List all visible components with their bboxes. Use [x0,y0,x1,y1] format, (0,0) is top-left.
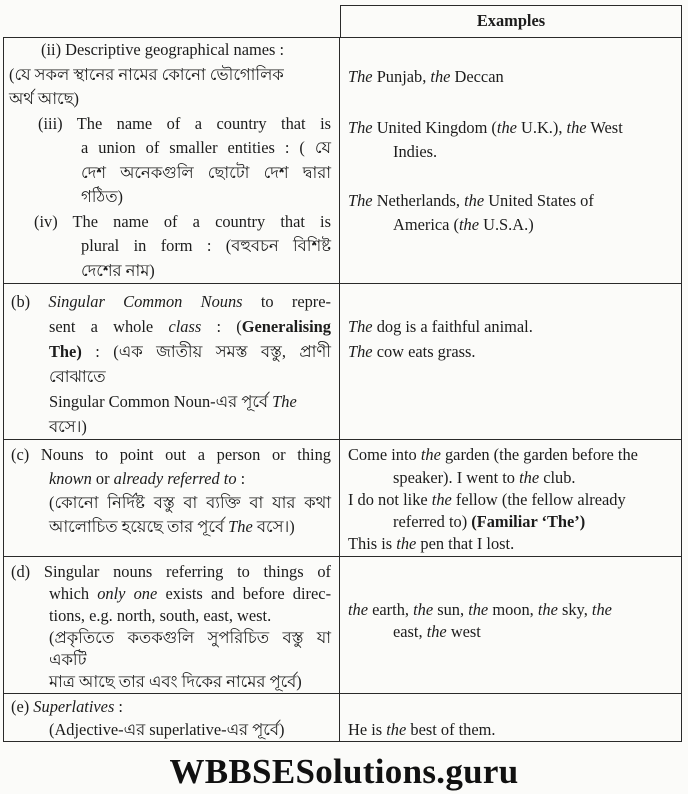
text: Come into [348,445,421,464]
text: I do not like [348,490,432,509]
text: Indies. [393,142,438,161]
example-cell [340,557,681,693]
text: (d) Singular nouns referring to things of [11,562,331,581]
text: U.S.A.) [479,215,534,234]
example-text-line [340,314,675,339]
table-row [3,284,682,440]
text: বসে।) [49,417,87,436]
italic-text: the [468,600,489,619]
text: আলোচিত হয়েছে তার পূর্বে [49,517,229,536]
italic-text: The [348,118,373,137]
text: Punjab, [372,67,431,86]
rule-cell [4,440,340,556]
text: Singular Common Noun-এর পূর্বে [49,392,273,411]
text: : [114,697,123,716]
text: cow eats grass. [372,342,476,361]
example-text-line [340,189,675,213]
text: America ( [393,215,459,234]
rule-text-line [4,491,331,515]
rule-text-line [4,136,331,161]
example-text-line [340,65,675,89]
text: east, [393,622,427,641]
text: speaker). I went to [393,468,520,487]
bold-text: (Familiar ‘The’) [471,512,586,531]
italic-text: the [431,490,452,509]
text: বসে।) [252,517,295,536]
italic-text: known [49,469,92,488]
italic-text: the [496,118,517,137]
text: garden (the garden before the [440,445,638,464]
rule-text-line [4,583,331,605]
text: exists and before direc- [157,584,332,603]
text: : ( [201,317,242,336]
rule-text-line [4,259,331,284]
rule-text-line [4,605,331,627]
text: earth, [368,600,414,619]
italic-text: The [348,67,373,86]
text: fellow (the fellow already [451,490,626,509]
text: : [236,469,246,488]
italic-text: The [228,517,253,536]
italic-text: the [537,600,558,619]
rule-text-line [4,414,331,439]
text: U.K.), [516,118,567,137]
text: (Adjective-এর superlative-এর পূর্বে) [49,720,285,739]
text: club. [539,468,576,487]
text: (প্রকৃতিতে কতকগুলি সুপরিচিত বস্তু যা একটি [49,628,331,669]
italic-text: the [458,215,480,234]
example-text-line [340,511,675,533]
text: This is [348,534,397,553]
example-text-line [340,467,675,489]
italic-text: the [420,445,441,464]
rule-text-line [4,671,331,693]
text: to repre- [242,292,331,311]
text: Netherlands, [372,191,465,210]
text: (কোনো নির্দিষ্ট বস্তু বা ব্যক্তি বা যার কথা [49,493,331,512]
text: sky, [557,600,592,619]
text: (iii) The name of a country that is [38,113,331,133]
text: best of them. [406,720,496,739]
bold-text: Generalising [241,317,331,336]
table-row [3,440,682,557]
rule-text-line [4,561,331,583]
rule-cell [4,557,340,693]
example-text-line [340,339,675,364]
text: which [49,584,98,603]
example-text-line [340,621,675,643]
bold-text: The) [49,342,82,361]
italic-text: the [386,720,407,739]
example-text-line [340,599,675,621]
text: (যে সকল স্থানের নামের কোনো ভৌগোলিক [9,64,284,84]
rule-text-line [4,339,331,389]
example-text-line [340,444,675,466]
rule-text-line [4,161,331,210]
rule-cell [4,284,340,439]
italic-text: the [396,534,417,553]
text: (ii) Descriptive geographical names : [41,40,285,59]
rule-cell [4,38,340,283]
rule-text-line [4,234,331,259]
rule-text-line [4,389,331,414]
rule-text-line [4,314,331,339]
table-row [3,694,682,742]
rule-text-line [4,210,331,235]
rule-text-line [4,63,331,88]
example-text-line [340,116,675,140]
text: sun, [433,600,469,619]
text: referred to) [393,512,472,531]
table-body [3,37,682,742]
italic-text: class [168,317,202,336]
italic-text: the [348,600,369,619]
italic-text: Singular Common Nouns [48,292,243,311]
italic-text: only one [97,584,158,603]
text: tions, e.g. north, south, east, west. [49,606,272,625]
text: দেশের নাম) [81,260,155,280]
rule-text-line [4,627,331,671]
text: dog is a faithful animal. [372,317,533,336]
example-text-line [340,140,675,164]
rule-text-line [4,112,331,137]
rule-text-line [4,443,331,467]
document-table [3,5,682,742]
text: (iv) The name of a country that is [34,211,331,231]
text: দেশ অনেকগুলি ছোটো দেশ দ্বারা গঠিত) [81,162,331,206]
rule-text-line [4,38,331,63]
text: United Kingdom ( [372,118,497,137]
example-cell [340,38,681,283]
example-text-line [340,489,675,511]
header-empty-cell [3,5,340,37]
italic-text: The [348,317,373,336]
text: Deccan [450,67,504,86]
italic-text: the [464,191,485,210]
table-row [3,557,682,694]
rule-text-line [4,515,331,539]
text: plural in form : (বহুবচন বিশিষ্ট [81,236,331,255]
italic-text: the [413,600,434,619]
text: মাত্র আছে তার এবং দিকের নামের পূর্বে) [49,672,302,691]
example-cell [340,694,681,741]
rule-text-line [4,289,331,314]
italic-text: the [519,468,540,487]
text: or [91,469,114,488]
rule-text-line [4,467,331,491]
italic-text: the [591,600,612,619]
examples-column-header: Examples [340,5,682,37]
italic-text: the [426,622,447,641]
italic-text: The [348,191,373,210]
italic-text: Superlatives [33,697,115,716]
text: (e) [11,697,34,716]
rule-cell [4,694,340,741]
watermark: WBBSESolutions.guru [169,752,519,791]
example-text-line [340,213,675,237]
header-row [3,5,682,37]
italic-text: The [348,342,373,361]
rule-text-line [4,695,331,718]
text: (b) [11,292,49,311]
text: sent a whole [49,317,169,336]
text: অর্থ আছে) [9,89,80,108]
italic-text: the [566,118,587,137]
example-cell [340,440,681,556]
text: West [586,118,623,137]
text: moon, [488,600,538,619]
italic-text: the [430,67,451,86]
example-cell [340,284,681,439]
text: United States of [484,191,594,210]
rule-text-line [4,718,331,741]
italic-text: already referred to [113,469,237,488]
example-text-line [340,718,675,741]
text: (c) Nouns to point out a person or thing [11,445,331,464]
text: He is [348,720,387,739]
text: pen that I lost. [416,534,515,553]
table-row [3,37,682,284]
text: : (এক জাতীয় সমস্ত বস্তু, প্রাণী বোঝাতে [49,342,331,386]
italic-text: The [272,392,297,411]
text: a union of smaller entities : ( যে [81,138,331,157]
example-text-line [340,533,675,555]
text: west [446,622,481,641]
rule-text-line [4,87,331,112]
